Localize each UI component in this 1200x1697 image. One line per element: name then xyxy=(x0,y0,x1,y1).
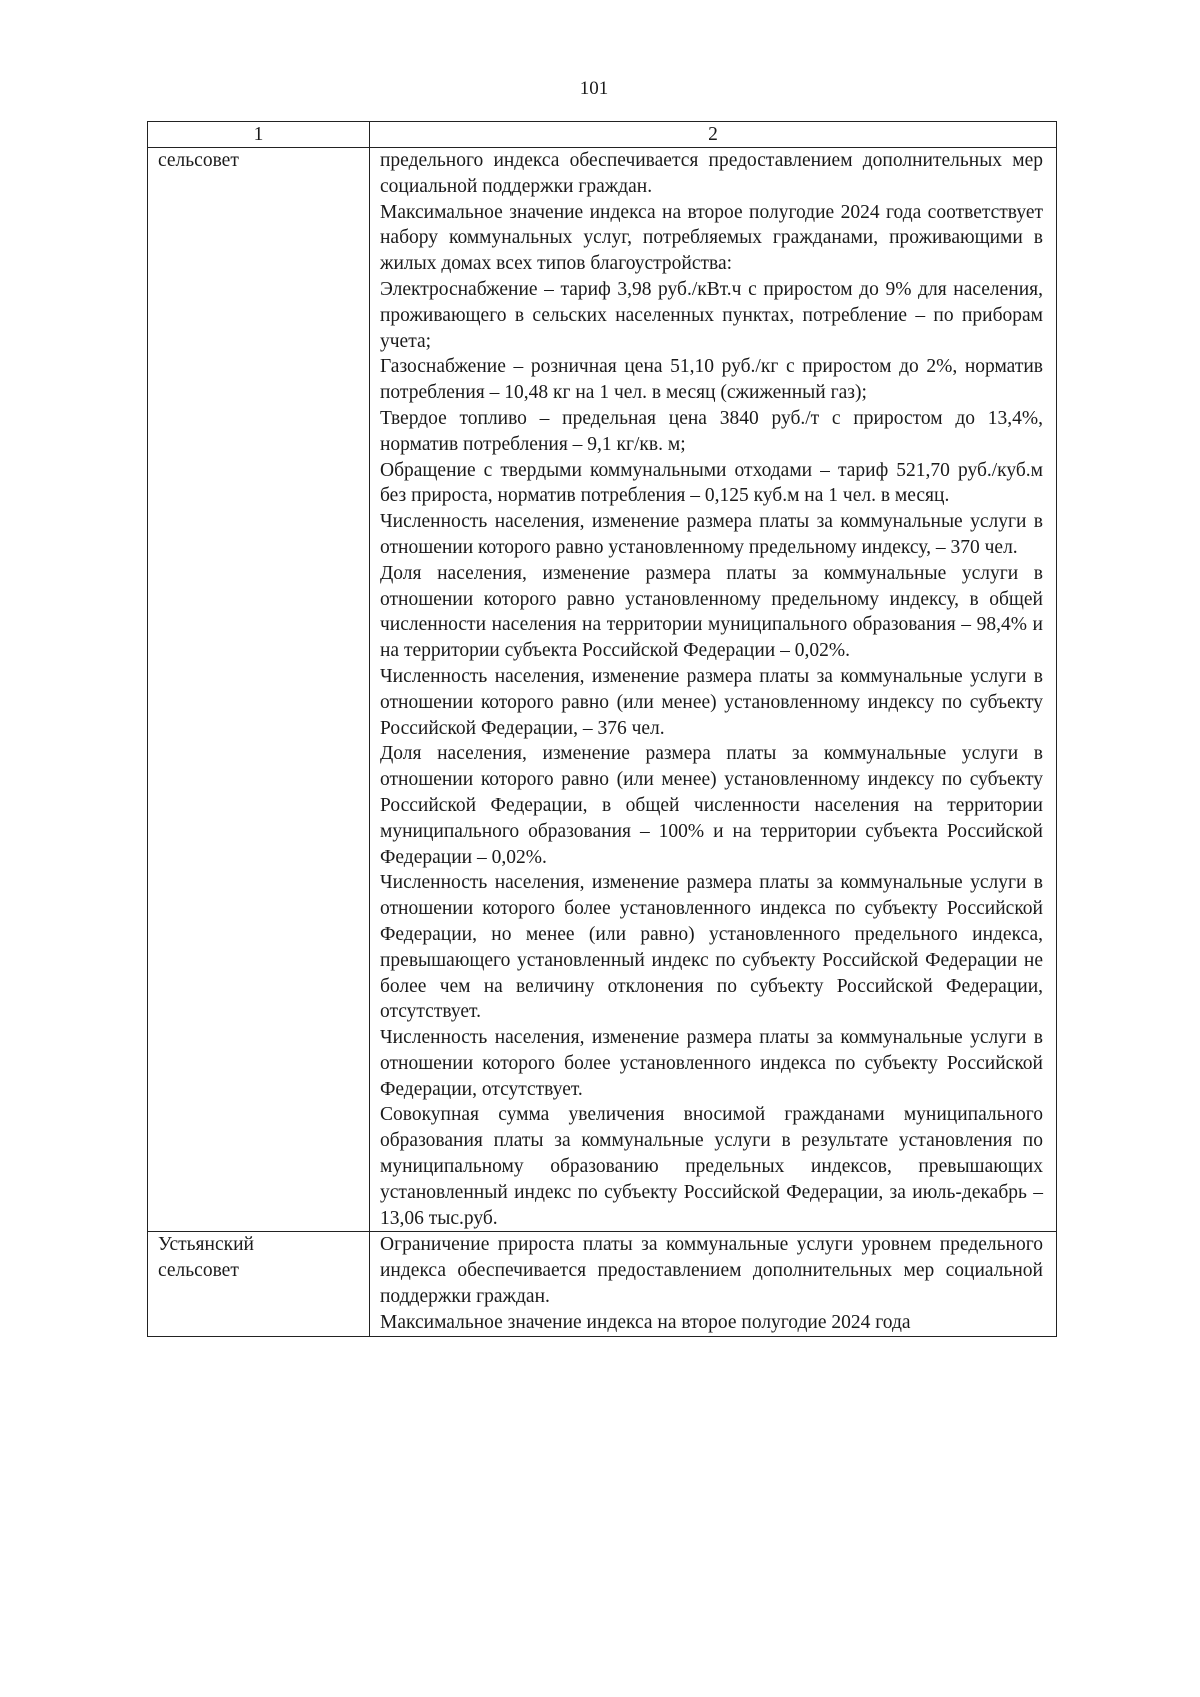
column-header-2: 2 xyxy=(370,122,1057,148)
table-header-row xyxy=(148,122,1057,148)
paragraph: Численность населения, изменение размера платы за коммунальные услуги в отношении которого равно установленному предельному индексу, – 370 чел. xyxy=(380,511,1043,558)
document-table xyxy=(147,121,1057,1337)
paragraph: Обращение с твердыми коммунальными отходами – тариф 521,70 руб./куб.м без прироста, норматив потребления – 0,125 куб.м на 1 чел. в месяц. xyxy=(380,459,1043,507)
municipality-cell xyxy=(148,148,370,1232)
table-row xyxy=(148,148,1057,1232)
municipality-name: сельсовет xyxy=(158,150,239,171)
paragraph: Доля населения, изменение размера платы за коммунальные услуги в отношении которого равно установленному предельному индексу, в общей численности населения на территории муниципального образования – 98,4% и на территории субъекта Российской Федерации – 0,02%. xyxy=(380,562,1043,662)
column-header-1: 1 xyxy=(148,122,370,148)
paragraph: Численность населения, изменение размера платы за коммунальные услуги в отношении которого более установленного индекса по субъекту Российской Федерации, но менее (или равно) установленного предельного индекса, превышающего установленный индекс по субъекту Российской Федерации не более чем на величину отклонения по субъекту Российской Федерации, отсутствует. xyxy=(380,872,1043,1023)
paragraph: Газоснабжение – розничная цена 51,10 руб./кг с приростом до 2%, норматив потребления – 10,48 кг на 1 чел. в месяц (сжиженный газ); xyxy=(380,356,1043,404)
municipality-name: сельсовет xyxy=(158,1260,239,1282)
paragraph: Численность населения, изменение размера платы за коммунальные услуги в отношении которого равно (или менее) установленному индексу по субъекту Российской Федерации, – 376 чел. xyxy=(380,665,1043,739)
paragraph: Максимальное значение индекса на второе полугодие 2024 года xyxy=(380,1311,911,1333)
page-number: 101 xyxy=(579,78,609,99)
table-row xyxy=(148,1232,1057,1336)
paragraph: Максимальное значение индекса на второе полугодие 2024 года соответствует набору коммунальных услуг, потребляемых гражданами, проживающими в жилых домах всех типов благоустройства: xyxy=(380,201,1043,275)
description-cell xyxy=(370,1232,1057,1336)
paragraph: Численность населения, изменение размера платы за коммунальные услуги в отношении которого более установленного индекса по субъекту Российской Федерации, отсутствует. xyxy=(380,1027,1043,1100)
paragraph: Твердое топливо – предельная цена 3840 руб./т с приростом до 13,4%, норматив потребления – 9,1 кг/кв. м; xyxy=(380,407,1043,455)
paragraph: Электроснабжение – тариф 3,98 руб./кВт.ч с приростом до 9% для населения, проживающего в сельских населенных пунктах, потребление – по приборам учета; xyxy=(380,278,1043,352)
paragraph: Совокупная сумма увеличения вносимой гражданами муниципального образования платы за коммунальные услуги в результате установления по муниципальному образованию предельных индексов, превышающих установленный индекс по субъекту Российской Федерации, за июль-декабрь – 13,06 тыс.руб. xyxy=(380,1104,1043,1229)
paragraph: Ограничение прироста платы за коммунальные услуги уровнем предельного индекса обеспечивается предоставлением дополнительных мер социальной поддержки граждан. xyxy=(380,1234,1043,1308)
paragraph: Доля населения, изменение размера платы за коммунальные услуги в отношении которого равно (или менее) установленному индексу по субъекту Российской Федерации, в общей численности населения на территории муниципального образования – 100% и на территории субъекта Российской Федерации – 0,02%. xyxy=(380,743,1043,868)
description-cell xyxy=(370,148,1057,1232)
municipality-name: Устьянский xyxy=(158,1234,254,1256)
paragraph: предельного индекса обеспечивается предоставлением дополнительных мер социальной поддержки граждан. xyxy=(380,150,1043,197)
municipality-cell xyxy=(148,1232,370,1336)
